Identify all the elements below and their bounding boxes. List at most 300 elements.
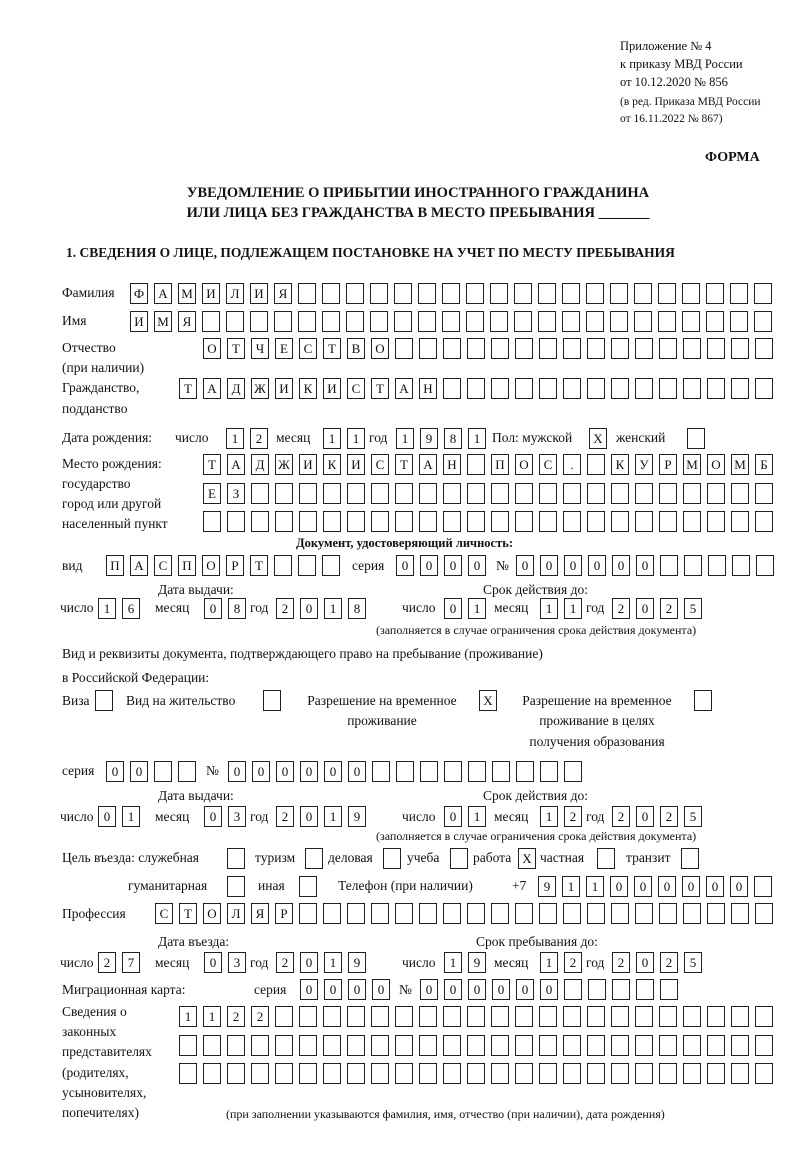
input-cell-reps-2[interactable]	[539, 1035, 557, 1056]
input-cell-doc-series[interactable]: 0	[444, 555, 462, 576]
input-cell-reps-3[interactable]	[611, 1063, 629, 1084]
input-cell-stay-number[interactable]: 0	[252, 761, 270, 782]
checkbox-sex-male[interactable]: X	[589, 428, 607, 449]
input-cell-reps-2[interactable]	[611, 1035, 629, 1056]
input-cell-doc-valid-year[interactable]: 2	[612, 598, 630, 619]
input-cell-doc-valid-year[interactable]: 2	[660, 598, 678, 619]
input-cell-reps-3[interactable]	[323, 1063, 341, 1084]
input-cell-doc-number[interactable]: 0	[636, 555, 654, 576]
input-cell-citizenship[interactable]: Д	[227, 378, 245, 399]
input-cell-birth-day[interactable]: 2	[250, 428, 268, 449]
checkbox-chk-edu[interactable]	[694, 690, 712, 711]
input-cell-reps-3[interactable]	[491, 1063, 509, 1084]
input-cell-birth-place-1[interactable]: Ж	[275, 454, 293, 475]
input-cell-reps-2[interactable]	[419, 1035, 437, 1056]
input-cell-patronymic[interactable]	[515, 338, 533, 359]
input-cell-doc-kind[interactable]	[274, 555, 292, 576]
input-cell-reps-2[interactable]	[203, 1035, 221, 1056]
input-cell-reps-3[interactable]	[251, 1063, 269, 1084]
input-cell-birth-place-3[interactable]	[683, 511, 701, 532]
input-cell-reps-3[interactable]	[227, 1063, 245, 1084]
input-cell-birth-place-1[interactable]: Н	[443, 454, 461, 475]
input-cell-doc-series[interactable]: 0	[468, 555, 486, 576]
input-cell-phone[interactable]: 1	[586, 876, 604, 897]
input-cell-birth-year[interactable]: 8	[444, 428, 462, 449]
input-cell-birth-place-3[interactable]	[251, 511, 269, 532]
input-cell-reps-2[interactable]	[299, 1035, 317, 1056]
input-cell-birth-place-3[interactable]	[515, 511, 533, 532]
input-cell-reps-3[interactable]	[707, 1063, 725, 1084]
input-cell-reps-2[interactable]	[443, 1035, 461, 1056]
input-cell-surname[interactable]: А	[154, 283, 172, 304]
input-cell-citizenship[interactable]: С	[347, 378, 365, 399]
input-cell-reps-1[interactable]	[515, 1006, 533, 1027]
input-cell-entry-month[interactable]: 0	[204, 952, 222, 973]
input-cell-surname[interactable]	[586, 283, 604, 304]
input-cell-patronymic[interactable]	[755, 338, 773, 359]
input-cell-citizenship[interactable]: И	[275, 378, 293, 399]
input-cell-citizenship[interactable]: К	[299, 378, 317, 399]
input-cell-birth-place-2[interactable]	[515, 483, 533, 504]
input-cell-until-year[interactable]: 2	[612, 952, 630, 973]
input-cell-profession[interactable]	[539, 903, 557, 924]
input-cell-stay-number[interactable]	[372, 761, 390, 782]
input-cell-surname[interactable]: М	[178, 283, 196, 304]
checkbox-chk-visa[interactable]	[95, 690, 113, 711]
input-cell-doc-issue-year[interactable]: 0	[300, 598, 318, 619]
input-cell-birth-place-3[interactable]	[275, 511, 293, 532]
input-cell-doc-number[interactable]	[756, 555, 774, 576]
input-cell-patronymic[interactable]	[395, 338, 413, 359]
input-cell-phone[interactable]: 9	[538, 876, 556, 897]
input-cell-phone[interactable]: 0	[730, 876, 748, 897]
input-cell-birth-place-3[interactable]	[635, 511, 653, 532]
input-cell-surname[interactable]	[538, 283, 556, 304]
input-cell-reps-3[interactable]	[659, 1063, 677, 1084]
input-cell-profession[interactable]	[419, 903, 437, 924]
input-cell-entry-day[interactable]: 7	[122, 952, 140, 973]
input-cell-name[interactable]	[562, 311, 580, 332]
input-cell-profession[interactable]	[659, 903, 677, 924]
input-cell-surname[interactable]: Л	[226, 283, 244, 304]
input-cell-birth-place-3[interactable]	[491, 511, 509, 532]
input-cell-birth-place-2[interactable]: З	[227, 483, 245, 504]
input-cell-birth-year[interactable]: 1	[396, 428, 414, 449]
input-cell-birth-year[interactable]: 9	[420, 428, 438, 449]
input-cell-birth-place-3[interactable]	[203, 511, 221, 532]
input-cell-reps-1[interactable]	[275, 1006, 293, 1027]
input-cell-name[interactable]	[586, 311, 604, 332]
input-cell-name[interactable]	[322, 311, 340, 332]
input-cell-stay-valid-year[interactable]: 2	[660, 806, 678, 827]
input-cell-name[interactable]	[394, 311, 412, 332]
input-cell-reps-2[interactable]	[347, 1035, 365, 1056]
input-cell-reps-1[interactable]	[467, 1006, 485, 1027]
input-cell-reps-2[interactable]	[179, 1035, 197, 1056]
input-cell-birth-place-2[interactable]	[683, 483, 701, 504]
input-cell-doc-kind[interactable]: Т	[250, 555, 268, 576]
checkbox-p-business[interactable]	[383, 848, 401, 869]
input-cell-doc-number[interactable]: 0	[588, 555, 606, 576]
input-cell-surname[interactable]	[682, 283, 700, 304]
input-cell-reps-1[interactable]	[491, 1006, 509, 1027]
input-cell-birth-place-1[interactable]: .	[563, 454, 581, 475]
input-cell-profession[interactable]	[755, 903, 773, 924]
input-cell-doc-kind[interactable]: П	[178, 555, 196, 576]
input-cell-reps-2[interactable]	[371, 1035, 389, 1056]
input-cell-surname[interactable]	[562, 283, 580, 304]
input-cell-birth-year[interactable]: 1	[468, 428, 486, 449]
checkbox-p-work[interactable]: X	[518, 848, 536, 869]
input-cell-birth-place-2[interactable]	[371, 483, 389, 504]
input-cell-citizenship[interactable]	[659, 378, 677, 399]
input-cell-mc-number[interactable]	[588, 979, 606, 1000]
input-cell-phone[interactable]: 0	[634, 876, 652, 897]
input-cell-birth-place-3[interactable]	[707, 511, 725, 532]
input-cell-birth-place-1[interactable]: А	[227, 454, 245, 475]
input-cell-doc-issue-day[interactable]: 1	[98, 598, 116, 619]
input-cell-birth-place-1[interactable]: С	[371, 454, 389, 475]
input-cell-citizenship[interactable]	[707, 378, 725, 399]
input-cell-birth-place-1[interactable]: О	[707, 454, 725, 475]
input-cell-name[interactable]	[370, 311, 388, 332]
input-cell-reps-2[interactable]	[707, 1035, 725, 1056]
input-cell-citizenship[interactable]: А	[395, 378, 413, 399]
input-cell-stay-issue-month[interactable]: 3	[228, 806, 246, 827]
input-cell-name[interactable]	[490, 311, 508, 332]
input-cell-reps-1[interactable]: 1	[203, 1006, 221, 1027]
input-cell-reps-2[interactable]	[731, 1035, 749, 1056]
input-cell-reps-2[interactable]	[251, 1035, 269, 1056]
input-cell-name[interactable]	[610, 311, 628, 332]
input-cell-stay-series[interactable]	[154, 761, 172, 782]
input-cell-citizenship[interactable]: А	[203, 378, 221, 399]
input-cell-patronymic[interactable]: Е	[275, 338, 293, 359]
input-cell-entry-month[interactable]: 3	[228, 952, 246, 973]
input-cell-birth-place-2[interactable]	[659, 483, 677, 504]
input-cell-entry-year[interactable]: 0	[300, 952, 318, 973]
input-cell-entry-year[interactable]: 1	[324, 952, 342, 973]
input-cell-reps-3[interactable]	[347, 1063, 365, 1084]
input-cell-stay-valid-month[interactable]: 2	[564, 806, 582, 827]
input-cell-doc-number[interactable]	[684, 555, 702, 576]
input-cell-birth-place-3[interactable]	[227, 511, 245, 532]
input-cell-mc-number[interactable]	[564, 979, 582, 1000]
input-cell-profession[interactable]: Т	[179, 903, 197, 924]
input-cell-birth-place-3[interactable]	[731, 511, 749, 532]
input-cell-profession[interactable]	[611, 903, 629, 924]
input-cell-reps-3[interactable]	[275, 1063, 293, 1084]
input-cell-reps-3[interactable]	[755, 1063, 773, 1084]
input-cell-surname[interactable]	[394, 283, 412, 304]
input-cell-reps-2[interactable]	[227, 1035, 245, 1056]
input-cell-reps-3[interactable]	[179, 1063, 197, 1084]
input-cell-surname[interactable]	[754, 283, 772, 304]
input-cell-reps-1[interactable]	[323, 1006, 341, 1027]
input-cell-reps-2[interactable]	[395, 1035, 413, 1056]
input-cell-reps-2[interactable]	[491, 1035, 509, 1056]
input-cell-stay-number[interactable]	[564, 761, 582, 782]
input-cell-birth-place-1[interactable]: М	[731, 454, 749, 475]
input-cell-doc-valid-year[interactable]: 5	[684, 598, 702, 619]
input-cell-reps-2[interactable]	[659, 1035, 677, 1056]
input-cell-doc-issue-year[interactable]: 1	[324, 598, 342, 619]
input-cell-citizenship[interactable]	[539, 378, 557, 399]
input-cell-reps-1[interactable]	[395, 1006, 413, 1027]
input-cell-birth-place-2[interactable]: Е	[203, 483, 221, 504]
input-cell-name[interactable]: И	[130, 311, 148, 332]
input-cell-profession[interactable]: О	[203, 903, 221, 924]
input-cell-patronymic[interactable]	[467, 338, 485, 359]
input-cell-birth-place-3[interactable]	[395, 511, 413, 532]
input-cell-doc-valid-day[interactable]: 1	[468, 598, 486, 619]
input-cell-profession[interactable]	[707, 903, 725, 924]
input-cell-citizenship[interactable]: И	[323, 378, 341, 399]
input-cell-doc-number[interactable]: 0	[516, 555, 534, 576]
input-cell-reps-1[interactable]	[299, 1006, 317, 1027]
input-cell-reps-2[interactable]	[683, 1035, 701, 1056]
input-cell-citizenship[interactable]: Т	[179, 378, 197, 399]
input-cell-reps-1[interactable]	[419, 1006, 437, 1027]
input-cell-profession[interactable]: Л	[227, 903, 245, 924]
input-cell-profession[interactable]	[299, 903, 317, 924]
input-cell-stay-valid-month[interactable]: 1	[540, 806, 558, 827]
input-cell-surname[interactable]	[418, 283, 436, 304]
input-cell-profession[interactable]	[731, 903, 749, 924]
input-cell-reps-2[interactable]	[515, 1035, 533, 1056]
input-cell-birth-place-3[interactable]	[611, 511, 629, 532]
input-cell-doc-kind[interactable]: Р	[226, 555, 244, 576]
input-cell-birth-place-3[interactable]	[587, 511, 605, 532]
input-cell-birth-place-3[interactable]	[419, 511, 437, 532]
input-cell-reps-3[interactable]	[419, 1063, 437, 1084]
input-cell-name[interactable]	[658, 311, 676, 332]
input-cell-name[interactable]	[226, 311, 244, 332]
input-cell-stay-number[interactable]	[492, 761, 510, 782]
input-cell-profession[interactable]	[587, 903, 605, 924]
input-cell-citizenship[interactable]: Т	[371, 378, 389, 399]
input-cell-stay-number[interactable]	[540, 761, 558, 782]
input-cell-phone[interactable]	[754, 876, 772, 897]
input-cell-citizenship[interactable]	[731, 378, 749, 399]
input-cell-reps-1[interactable]	[539, 1006, 557, 1027]
input-cell-reps-3[interactable]	[635, 1063, 653, 1084]
input-cell-mc-number[interactable]	[612, 979, 630, 1000]
checkbox-p-humanitarian[interactable]	[227, 876, 245, 897]
input-cell-surname[interactable]	[370, 283, 388, 304]
input-cell-surname[interactable]	[706, 283, 724, 304]
input-cell-profession[interactable]	[467, 903, 485, 924]
input-cell-birth-place-3[interactable]	[467, 511, 485, 532]
input-cell-stay-series[interactable]: 0	[130, 761, 148, 782]
input-cell-reps-3[interactable]	[683, 1063, 701, 1084]
input-cell-reps-3[interactable]	[467, 1063, 485, 1084]
input-cell-doc-valid-month[interactable]: 1	[540, 598, 558, 619]
input-cell-birth-place-2[interactable]	[347, 483, 365, 504]
input-cell-patronymic[interactable]	[491, 338, 509, 359]
input-cell-birth-place-2[interactable]	[323, 483, 341, 504]
input-cell-birth-place-2[interactable]	[251, 483, 269, 504]
input-cell-mc-series[interactable]: 0	[324, 979, 342, 1000]
input-cell-name[interactable]	[706, 311, 724, 332]
input-cell-mc-number[interactable]	[660, 979, 678, 1000]
input-cell-birth-place-1[interactable]: П	[491, 454, 509, 475]
input-cell-birth-month[interactable]: 1	[347, 428, 365, 449]
input-cell-doc-series[interactable]: 0	[396, 555, 414, 576]
input-cell-name[interactable]	[274, 311, 292, 332]
input-cell-until-month[interactable]: 1	[540, 952, 558, 973]
input-cell-doc-number[interactable]	[660, 555, 678, 576]
checkbox-chk-temp[interactable]: X	[479, 690, 497, 711]
input-cell-until-year[interactable]: 5	[684, 952, 702, 973]
input-cell-patronymic[interactable]: Ч	[251, 338, 269, 359]
input-cell-stay-number[interactable]: 0	[228, 761, 246, 782]
input-cell-doc-issue-year[interactable]: 8	[348, 598, 366, 619]
input-cell-patronymic[interactable]	[611, 338, 629, 359]
input-cell-reps-1[interactable]: 2	[227, 1006, 245, 1027]
input-cell-name[interactable]	[250, 311, 268, 332]
input-cell-patronymic[interactable]	[683, 338, 701, 359]
input-cell-profession[interactable]: С	[155, 903, 173, 924]
input-cell-birth-place-2[interactable]	[299, 483, 317, 504]
input-cell-until-year[interactable]: 0	[636, 952, 654, 973]
input-cell-doc-valid-month[interactable]: 1	[564, 598, 582, 619]
input-cell-birth-place-2[interactable]	[539, 483, 557, 504]
input-cell-reps-3[interactable]	[539, 1063, 557, 1084]
input-cell-phone[interactable]: 0	[658, 876, 676, 897]
input-cell-stay-number[interactable]	[420, 761, 438, 782]
input-cell-birth-place-1[interactable]: А	[419, 454, 437, 475]
input-cell-stay-issue-year[interactable]: 2	[276, 806, 294, 827]
input-cell-profession[interactable]	[683, 903, 701, 924]
input-cell-reps-1[interactable]	[731, 1006, 749, 1027]
input-cell-birth-place-2[interactable]	[755, 483, 773, 504]
input-cell-reps-3[interactable]	[731, 1063, 749, 1084]
input-cell-stay-series[interactable]: 0	[106, 761, 124, 782]
input-cell-entry-year[interactable]: 2	[276, 952, 294, 973]
input-cell-birth-place-2[interactable]	[587, 483, 605, 504]
input-cell-mc-series[interactable]: 0	[372, 979, 390, 1000]
input-cell-birth-place-2[interactable]	[275, 483, 293, 504]
input-cell-reps-1[interactable]	[683, 1006, 701, 1027]
input-cell-stay-number[interactable]	[396, 761, 414, 782]
input-cell-reps-3[interactable]	[299, 1063, 317, 1084]
input-cell-profession[interactable]	[443, 903, 461, 924]
input-cell-citizenship[interactable]	[491, 378, 509, 399]
input-cell-birth-place-2[interactable]	[467, 483, 485, 504]
input-cell-stay-issue-year[interactable]: 9	[348, 806, 366, 827]
input-cell-surname[interactable]	[730, 283, 748, 304]
input-cell-citizenship[interactable]	[443, 378, 461, 399]
input-cell-doc-series[interactable]: 0	[420, 555, 438, 576]
input-cell-birth-place-2[interactable]	[419, 483, 437, 504]
input-cell-birth-place-1[interactable]: М	[683, 454, 701, 475]
input-cell-surname[interactable]	[490, 283, 508, 304]
input-cell-doc-number[interactable]: 0	[612, 555, 630, 576]
input-cell-patronymic[interactable]	[635, 338, 653, 359]
input-cell-profession[interactable]	[515, 903, 533, 924]
input-cell-patronymic[interactable]: О	[371, 338, 389, 359]
input-cell-profession[interactable]: Я	[251, 903, 269, 924]
input-cell-birth-place-2[interactable]	[731, 483, 749, 504]
input-cell-phone[interactable]: 0	[706, 876, 724, 897]
input-cell-surname[interactable]	[346, 283, 364, 304]
input-cell-patronymic[interactable]	[443, 338, 461, 359]
input-cell-reps-2[interactable]	[275, 1035, 293, 1056]
input-cell-name[interactable]	[298, 311, 316, 332]
input-cell-reps-1[interactable]	[707, 1006, 725, 1027]
input-cell-profession[interactable]	[635, 903, 653, 924]
input-cell-birth-place-3[interactable]	[323, 511, 341, 532]
input-cell-stay-number[interactable]: 0	[324, 761, 342, 782]
input-cell-doc-number[interactable]: 0	[540, 555, 558, 576]
input-cell-reps-3[interactable]	[563, 1063, 581, 1084]
input-cell-surname[interactable]	[634, 283, 652, 304]
input-cell-patronymic[interactable]: В	[347, 338, 365, 359]
input-cell-birth-place-1[interactable]	[467, 454, 485, 475]
input-cell-mc-number[interactable]	[636, 979, 654, 1000]
input-cell-patronymic[interactable]	[587, 338, 605, 359]
input-cell-birth-place-1[interactable]: Р	[659, 454, 677, 475]
checkbox-sex-female[interactable]	[687, 428, 705, 449]
input-cell-reps-1[interactable]	[659, 1006, 677, 1027]
input-cell-mc-number[interactable]: 0	[468, 979, 486, 1000]
input-cell-profession[interactable]	[491, 903, 509, 924]
input-cell-birth-day[interactable]: 1	[226, 428, 244, 449]
input-cell-until-day[interactable]: 1	[444, 952, 462, 973]
input-cell-name[interactable]	[730, 311, 748, 332]
input-cell-profession[interactable]	[563, 903, 581, 924]
input-cell-citizenship[interactable]: Ж	[251, 378, 269, 399]
input-cell-profession[interactable]: Р	[275, 903, 293, 924]
input-cell-until-day[interactable]: 9	[468, 952, 486, 973]
input-cell-citizenship[interactable]	[635, 378, 653, 399]
input-cell-birth-place-1[interactable]: О	[515, 454, 533, 475]
input-cell-doc-issue-day[interactable]: 6	[122, 598, 140, 619]
input-cell-name[interactable]	[682, 311, 700, 332]
checkbox-p-other[interactable]	[299, 876, 317, 897]
input-cell-surname[interactable]	[514, 283, 532, 304]
input-cell-citizenship[interactable]	[587, 378, 605, 399]
input-cell-patronymic[interactable]: Т	[323, 338, 341, 359]
input-cell-birth-place-1[interactable]: К	[611, 454, 629, 475]
input-cell-stay-valid-year[interactable]: 0	[636, 806, 654, 827]
input-cell-profession[interactable]	[395, 903, 413, 924]
checkbox-p-tourism[interactable]	[305, 848, 323, 869]
input-cell-stay-issue-month[interactable]: 0	[204, 806, 222, 827]
checkbox-p-study[interactable]	[450, 848, 468, 869]
input-cell-entry-year[interactable]: 9	[348, 952, 366, 973]
input-cell-doc-kind[interactable]	[322, 555, 340, 576]
input-cell-doc-kind[interactable]: П	[106, 555, 124, 576]
input-cell-patronymic[interactable]	[563, 338, 581, 359]
input-cell-patronymic[interactable]: О	[203, 338, 221, 359]
input-cell-surname[interactable]: И	[202, 283, 220, 304]
input-cell-name[interactable]	[466, 311, 484, 332]
input-cell-birth-place-3[interactable]	[563, 511, 581, 532]
input-cell-name[interactable]	[202, 311, 220, 332]
input-cell-surname[interactable]: Я	[274, 283, 292, 304]
input-cell-mc-number[interactable]: 0	[516, 979, 534, 1000]
input-cell-doc-issue-month[interactable]: 8	[228, 598, 246, 619]
input-cell-birth-place-1[interactable]: И	[299, 454, 317, 475]
input-cell-reps-1[interactable]	[755, 1006, 773, 1027]
input-cell-mc-number[interactable]: 0	[444, 979, 462, 1000]
input-cell-patronymic[interactable]: Т	[227, 338, 245, 359]
input-cell-mc-series[interactable]: 0	[348, 979, 366, 1000]
input-cell-stay-valid-day[interactable]: 0	[444, 806, 462, 827]
input-cell-name[interactable]	[538, 311, 556, 332]
